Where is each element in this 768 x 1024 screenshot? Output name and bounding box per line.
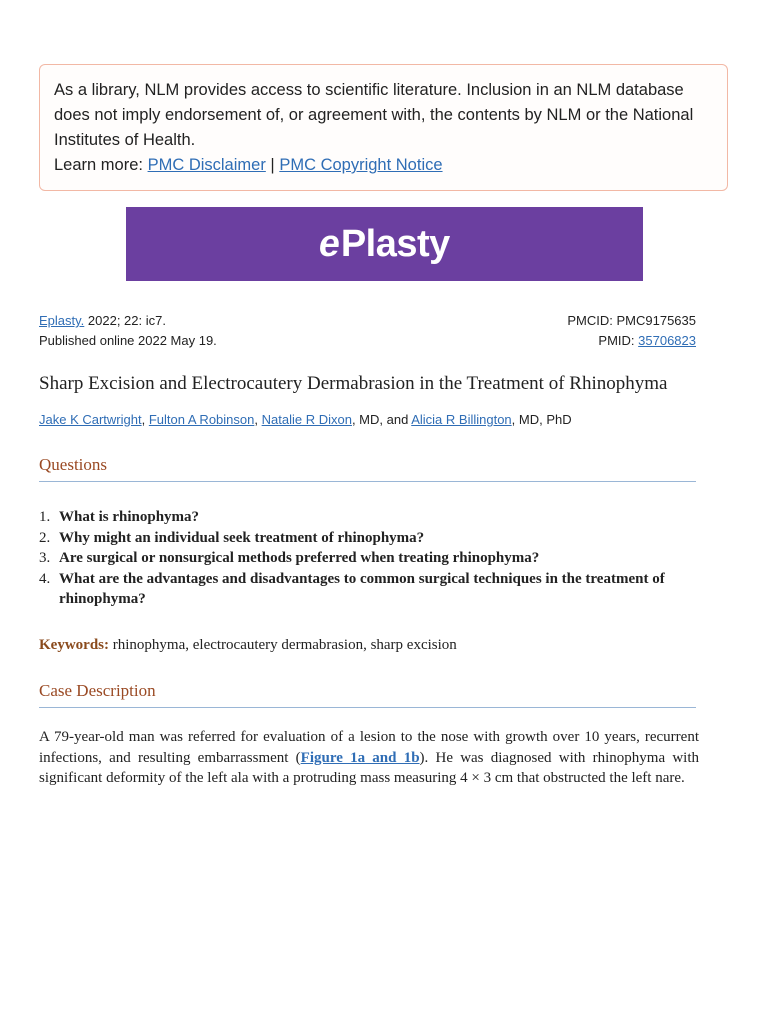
question-number: 3. — [39, 550, 51, 566]
pmc-copyright-link[interactable]: PMC Copyright Notice — [279, 156, 443, 174]
case-text-before: A 79-year-old man was referred for evaluation of a lesion to the nose with growth over 10 years, recurrent infections, and resulting embarrassment ( — [39, 729, 699, 766]
author-list — [39, 411, 572, 429]
pmid-line — [567, 331, 696, 351]
questions-heading: Questions — [39, 454, 696, 482]
author-link[interactable]: Natalie R Dixon — [261, 412, 352, 427]
published-date: Published online 2022 May 19. — [39, 333, 217, 348]
author-suffix: , MD, PhD — [511, 412, 572, 427]
article-title: Sharp Excision and Electrocautery Dermabrasion in the Treatment of Rhinophyma — [39, 373, 668, 394]
question-number: 1. — [39, 509, 51, 525]
keywords — [39, 635, 457, 655]
author-suffix: , MD, and — [351, 412, 409, 427]
eplasty-logo — [316, 222, 450, 266]
pmcid: PMCID: PMC9175635 — [567, 313, 696, 328]
pmid-link[interactable]: 35706823 — [638, 333, 696, 348]
link-separator: | — [270, 156, 275, 174]
journal-banner[interactable] — [126, 207, 643, 281]
author-link[interactable]: Fulton A Robinson — [148, 412, 255, 427]
citation-journal-line — [39, 311, 217, 331]
author-suffix: , — [254, 412, 258, 427]
question-text: What are the advantages and disadvantages to common surgical techniques in the treatment of rhinophyma? — [59, 570, 665, 607]
eplasty-logo-text: Plasty — [340, 222, 450, 265]
eplasty-logo-e: e — [316, 222, 343, 265]
question-text: Why might an individual seek treatment of rhinophyma? — [59, 529, 425, 546]
question-item — [39, 548, 699, 569]
question-item — [39, 507, 699, 528]
question-text: Are surgical or nonsurgical methods preferred when treating rhinophyma? — [59, 550, 540, 566]
disclaimer-text: As a library, NLM provides access to scientific literature. Inclusion in an NLM database does not imply endorsement of, or agreement with, the contents by NLM or the National Institutes of Health. — [54, 81, 694, 149]
volume-info: 2022; 22: ic7. — [87, 313, 166, 328]
questions-list — [39, 507, 699, 610]
question-number: 4. — [39, 570, 51, 587]
figure-link[interactable]: Figure 1a and 1b — [300, 749, 420, 766]
question-item — [39, 569, 699, 610]
case-description-paragraph — [39, 727, 699, 789]
author-link[interactable]: Jake K Cartwright — [39, 412, 142, 427]
learn-more-label: Learn more: — [54, 156, 143, 174]
question-item — [39, 528, 699, 549]
keywords-label: Keywords: — [39, 637, 109, 653]
pmc-disclaimer-link[interactable]: PMC Disclaimer — [147, 156, 266, 174]
question-text: What is rhinophyma? — [59, 509, 200, 525]
author-suffix: , — [141, 412, 146, 427]
nlm-disclaimer-box — [39, 64, 728, 191]
keywords-value: rhinophyma, electrocautery dermabrasion, sharp excision — [112, 637, 457, 653]
journal-link[interactable]: Eplasty. — [39, 313, 85, 328]
case-text-after: ). He was diagnosed with rhinophyma with significant deformity of the left ala with a protruding mass measuring 4 × 3 cm that obstructed the left nare. — [39, 749, 699, 786]
case-description-heading: Case Description — [39, 680, 696, 708]
article-identifiers — [567, 311, 696, 351]
citation-info — [39, 311, 217, 351]
learn-more-line — [54, 153, 713, 178]
question-number: 2. — [39, 529, 51, 546]
pmid-label: PMID: — [598, 333, 635, 348]
author-link[interactable]: Alicia R Billington — [411, 412, 512, 427]
